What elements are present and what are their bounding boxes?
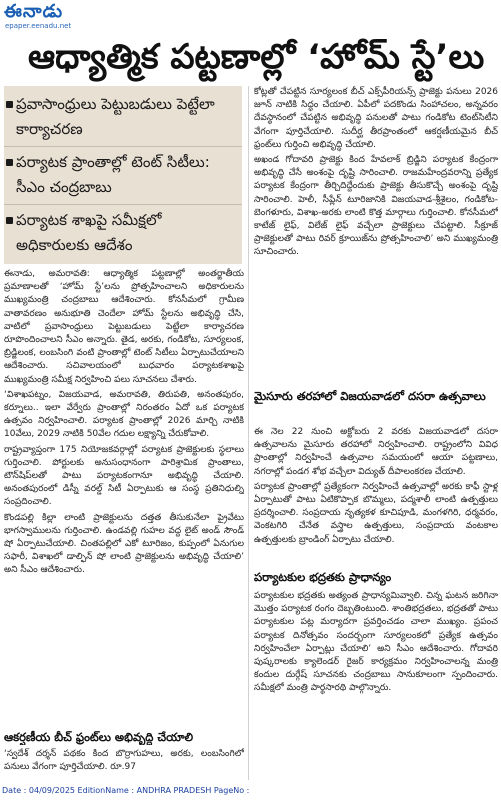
column-divider <box>248 86 249 780</box>
article-paragraph: కోట్లతో చేపట్టిన సూర్యలంక బీచ్‌ ఎక్స్‌పీరియన్స్‌ ప్రాజెక్టు పనులు 2026 జూన్‌ నాటికి సిద్ధం చేయాలి. ఏపీలో పదకొండు సింహాచలం, అన్నవరం దేవస్థానంలో చేపట్టిన అభివృద్ధి పనులతో పాటు గండికోట టెంట్‌సిటీని వేగంగా పూర్తిచేయాలి. సుదీర్ఘ తీరప్రాంతంలో ఆకర్షణీయమైన బీచ్‌ ఫ్రంట్‌లు గుర్తించి అభివృద్ధి చేయాలి. <box>254 87 498 150</box>
article-paragraph: ఈనాడు, అమరావతి: ఆధ్యాత్మిక పట్టణాల్లో అంతర్జాతీయ ప్రమాణాలతో ‘హోమ్‌ స్టే’లను ప్రోత్సహించాలని అధికారులను ముఖ్యమంత్రి చంద్రబాబు ఆదేశించారు. కోనసీమలో గ్రామీణ వాతావరణం అనుభూతి చెందేలా హోమ్‌ స్టేలను అభివృద్ధి చేసి, వాటిలో ప్రవాసాంధ్రులు పెట్టుబడులు పెట్టేలా కార్యాచరణ రూపొందించాలని సీఎం అన్నారు. తైడ, అరకు, గండికోట, సూర్యలంక, బ్రిడ్జిలంక, లంబసింగి వంటి ప్రాంతాల్లో టెంట్‌ సిటీలు ఏర్పాటుచేయాలని ఆదేశించారు. సచివాలయంలో బుధవారం పర్యాటకశాఖపై ముఖ్యమంత్రి సమీక్ష నిర్వహించి పలు సూచనలు చేశారు. <box>4 269 244 385</box>
bullet-icon <box>6 217 13 224</box>
bullet-icon <box>6 101 13 108</box>
right-column-safety <box>254 590 498 780</box>
logo-subtitle: epaper.eenadu.net <box>5 22 72 30</box>
deck-divider <box>4 204 242 205</box>
article-paragraph: పర్యాటకుల భద్రతకు అత్యంత ప్రాధాన్యమివ్వాలి. చిన్న ఘటన జరిగినా మొత్తం పర్యాటక రంగం దెబ్బతింటుంది. శాంతిభద్రతలు, భద్రతతో పాటు పర్యాటకుల పట్ల మర్యాదగా ప్రవర్తించడం చాలా ముఖ్యం. ప్రపంచ పర్యాటక దినోత్సవం సందర్భంగా సూర్యలంకలో ప్రత్యేక ఉత్సవం నిర్వహించేలా ఏర్పాట్లు చేయాలి’ అని సీఎం ఆదేశించారు. గోదావరి పుష్కరాలకు క్యాలెండర్‌ రైజర్‌ కార్యక్రమం నిర్వహించాలన్న మంత్రి కందుల దుర్గేష్‌ సూచనకు చంద్రబాబు సానుకూలంగా స్పందించారు. సమీక్షలో మంత్రి పార్థసారథి పాల్గొన్నారు. <box>254 591 498 694</box>
subhead-dasara: మైసూరు తరహాలో విజయవాడలో దసరా ఉత్సవాలు <box>254 389 486 403</box>
article-paragraph: రాష్ట్రవ్యాప్తంగా 175 నియోజకవర్గాల్లో పర్యాటక ప్రాజెక్టులకు స్థలాలు గుర్తించాలి. పోర్టులకు అనుసంధానంగా పారిశ్రామిక ప్రాంతాలు, టౌన్‌షిప్‌లతో పాటు పర్యాటకంగానూ అభివృద్ధి చేయాలి. అనంతపురంలో డిస్నీ వరల్డ్‌ సిటీ ఏర్పాటుకు ఆ సంస్థ ప్రతినిధుల్ని సంప్రదించాలి. <box>4 444 244 508</box>
left-column-tail <box>4 748 244 778</box>
deck-text: ప్రవాసాంధ్రులు పెట్టుబడులు పెట్టేలా కార్యాచరణ <box>16 95 215 138</box>
deck-text: పర్యాటక ప్రాంతాల్లో టెంట్‌ సిటీలు: సీఎం చంద్రబాబు <box>16 153 210 196</box>
article-paragraph: ‘విశాఖపట్నం, విజయవాడ, అమరావతి, తిరుపతి, అనంతపురం, కర్నూలు.. ఇలా వేర్వేరు ప్రాంతాల్లో నిరంతరం ఏదో ఒక పర్యాటక ఉత్సవం నిర్వహించాలి. పర్యాటక ప్రాంతాల్లో 2026 మార్చి నాటికి 10వేలు, 2029 నాటికి 50వేల గదుల లక్ష్యాన్ని చేరుకోవాలి. <box>4 389 244 440</box>
bullet-icon <box>6 159 13 166</box>
article-headline: ఆధ్యాత్మిక పట్టణాల్లో ‘హోమ్‌ స్టే’లు <box>28 37 485 77</box>
deck-divider <box>4 146 242 147</box>
article-paragraph: ఈ నెల 22 నుంచి అక్టోబరు 2 వరకు విజయవాడలో దసరా ఉత్సవాలను మైసూరు తరహాలో నిర్వహించాలి. రాష్ట్రంలోని వివిధ ప్రాంతాల్లో నిర్వహించే ఉత్సవాల సమయంలో ఆయా పట్టణాలు, నగరాల్లో పండగ శోభ వచ్చేలా విద్యుత్‌ దీపాలంకరణ చేయాలి. <box>254 427 498 477</box>
deck-text: పర్యాటక శాఖపై సమీక్షలో అధికారులకు ఆదేశం <box>16 211 162 254</box>
masthead <box>0 0 501 34</box>
article-paragraph: అఖండ గోదావరి ప్రాజెక్టు కింద హేవలాక్‌ బ్రిడ్జిని పర్యాటక కేంద్రంగా అభివృద్ధి చేసే అంశంపై దృష్టి సారించాలి. రాజమహేంద్రవరాన్ని ప్రత్యేక పర్యాటక కేంద్రంగా తీర్చిదిద్దేందుకు ప్రాజెక్టు తీసుకొచ్చే అంశంపై దృష్టి సారించాలి. హెలీ, సీప్లేన్‌ టూరిజానికి విజయవాడ-శ్రీశైలం, గండికోట-బెంగళూరు, విశాఖ-అరకు లాంటి కొత్త మార్గాలు గుర్తించాలి. కోనసీమలో కాటేజ్‌ లైఫ్‌, విలేజ్‌ లైఫ్‌ వచ్చేలా ప్రాజెక్టులు చేపట్టాలి. సీక్రూజ్‌ ప్రాజెక్టులతో పాటు రివర్‌ క్రూయిజ్‌ను ప్రోత్సహించాలి’ అని ముఖ్యమంత్రి సూచించారు. <box>254 155 498 258</box>
left-column <box>4 268 244 704</box>
headline-decks <box>4 86 242 264</box>
article-paragraph: కొండపల్లి కిల్లా లాంటి ప్రాజెక్టులను దత్తత తీసుకునేలా ప్రైవేటు భాగస్వాములను గుర్తించాలి. ఉండవల్లి గుహల వద్ద లైట్‌ అండ్‌ సౌండ్‌ షో ఏర్పాటుచేయాలి. చింతపల్లిలో ఎకో టూరిజం, కుప్పంలో ఏనుగుల సఫారీ, విశాఖలో డాల్ఫిన్‌ షో లాంటి ప్రాజెక్టులను అభివృద్ధి చేయాలి’ అని సీఎం ఆదేశించారు. <box>4 512 244 576</box>
right-column-dasara <box>254 426 498 564</box>
eenadu-logo[interactable]: ఈనాడు <box>4 1 64 22</box>
right-column-top <box>254 86 498 382</box>
subhead-safety: పర్యాటకుల భద్రతకు ప్రాధాన్యం <box>254 570 392 584</box>
subhead-beach-fronts: ఆకర్షణీయ బీచ్‌ ఫ్రంట్‌లు అభివృద్ధి చేయాలి <box>4 730 194 744</box>
article-paragraph: పర్యాటక ప్రాంతాల్లో ప్రత్యేకంగా నిర్వహించే ఉత్సవాల్లో అరకు కాఫీ స్టాళ్ల ఏర్పాటుతో పాటు ఏటికొప్పాక బొమ్మలు, పద్మశాలీ లాంటి ఉత్పత్తులు ప్రదర్శించాలి. సంప్రదాయ నృత్యకళ కూచిపూడి, మంగళగిరి, ధర్మవరం, వెంకటగిరి చేనేత వస్త్రాల ఉత్పత్తులు, సంప్రదాయ వంటకాల ఉత్పత్తులకు బ్రాండింగ్‌ ఏర్పాటు చేయాలి. <box>254 481 498 545</box>
edition-footer: Date : 04/09/2025 EditionName : ANDHRA PRADESH PageNo : <box>2 786 250 795</box>
article-paragraph: ‘స్వదేశ్‌ దర్శన్‌ పథకం కింద బొర్రాగుహలు, అరకు, లంబసింగిలో పనులు వేగంగా పూర్తిచేయాలి. రూ.97 <box>4 749 244 773</box>
